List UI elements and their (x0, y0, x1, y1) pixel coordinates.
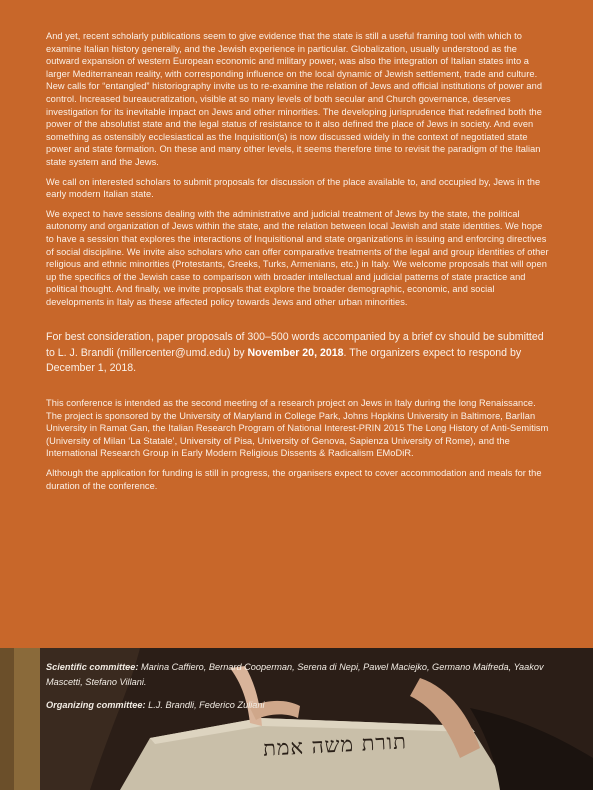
organizing-committee (46, 698, 546, 713)
scientific-committee-members: Marina Caffiero, Bernard Cooperman, Serena di Nepi, Pawel Maciejko, Germano Maifreda, Yaakov Mascetti, Stefano Villani. (46, 662, 544, 687)
paragraph-conference-info: This conference is intended as the second meeting of a research project on Jews in Italy during the long Renaissance. The project is sponsored by the University of Maryland in College Park, Johns Hopkins University in Baltimore, BarIlan University in Ramat Gan, the Italian Research Program of National Interest-PRIN 2015 The Long History of Anti-Semitism (University of Milan ‘La Statale’, University of Pisa, University of Genova, Sapienza University of Rome), and the International Research Group in Early Modern Religious Dissents & Radicalism EMoDiR. (46, 397, 549, 459)
paragraph-call-for-scholars: We call on interested scholars to submit proposals for discussion of the place available to, and occupied by, Jews in the early modern Italian state. (46, 176, 541, 200)
paragraph-state-framing: And yet, recent scholarly publications seem to give evidence that the state is still a useful framing tool with which to examine Italian history generally, and the Jewish experience in particular. Globalization, usually understood as the outward expansion of western European economic and military power, was also the integration of Italian states into a larger Mediterranean reality, with corresponding influence on the local dynamic of Jewish settlement, trade and culture. New calls for “entangled” historiography invite us to re-examine the relation of Jews and official institutions of power and control. Increased bureaucratization, visible at so many levels of both secular and Church governance, deserves investigation for its inevitable impact on Jews and other minorities. The developing jurisprudence that redefined both the power of the absolutist state and the legal status of resistance to it also defined the place of Jews in society. And even something as ostensibly ecclesiastical as the Inquisition(s) is now discussed widely in the context of negotiated state power and state formation. On these and many other levels, it seems therefore time to revisit the paradigm of the Italian state system and the Jews. (46, 31, 543, 167)
deadline-date: November 20, 2018 (247, 346, 344, 359)
scientific-committee (46, 660, 546, 690)
organizing-committee-label: Organizing committee: (46, 700, 146, 710)
scientific-committee-label: Scientific committee: (46, 662, 139, 672)
paragraph-expected-sessions: We expect to have sessions dealing with the administrative and judicial treatment of Jews by the state, the political autonomy and organization of Jews within the state, and the relation between local Jewish and state identities. We hope to have a session that explores the interactions of Inquisitional and state organizations in issuing and enforcing directives of social discipline. We invite also scholars who can offer comparative treatments of the legal and group identities of other religious and ethnic minorities (Protestants, Greeks, Turks, Armenians, etc.) in Italy. We welcome proposals that will open up the specifics of the Jewish case to comparison with broader intellectual and judicial patterns of state practice and political thought. And finally, we invite proposals that explore the broader demographic, economic, and social developments in Italy as these affected policy towards Jews and other urban minorities. (46, 208, 549, 307)
paragraph-funding-note: Although the application for funding is still in progress, the organisers expect to cover accommodation and meals for the duration of the conference. (46, 467, 542, 491)
main-content (46, 30, 552, 499)
hebrew-inscription: תורת משה אמת (262, 729, 408, 761)
callout-text-before: For best consideration, paper proposals of 300–500 words accompanied by a brief cv should be submitted to L. J. Brandli (millercenter@umd.edu) by (46, 331, 544, 359)
callout-text-after: . The organizers expect to respond by December 1, 2018. (46, 346, 522, 375)
organizing-committee-members: L.J. Brandli, Federico Zuliani (148, 700, 265, 710)
submission-callout (46, 330, 552, 377)
